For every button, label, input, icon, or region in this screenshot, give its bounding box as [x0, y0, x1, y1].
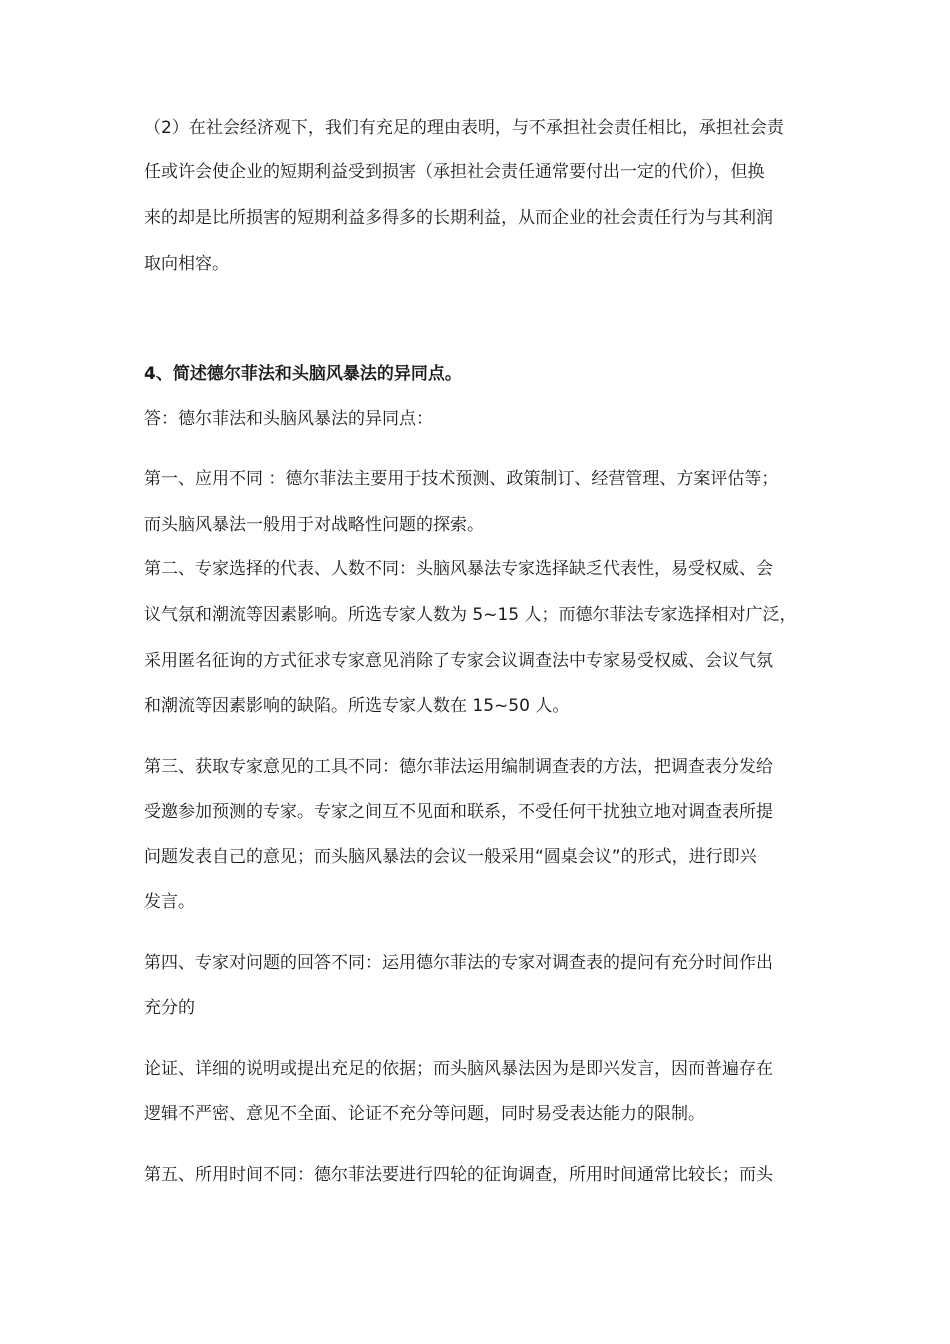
question-4-heading: 4、简述德尔菲法和头脑风暴法的异同点。 — [144, 364, 462, 384]
para-2-line-2: 任或许会使企业的短期利益受到损害（承担社会责任通常要付出一定的代价），但换 — [144, 162, 765, 182]
point-2-line-1: 第二、专家选择的代表、人数不同：头脑风暴法专家选择缺乏代表性，易受权威、会 — [144, 559, 773, 579]
point-4-line-4: 逻辑不严密、意见不全面、论证不充分等问题，同时易受表达能力的限制。 — [144, 1104, 705, 1124]
point-5-line-1: 第五、所用时间不同：德尔菲法要进行四轮的征询调查，所用时间通常比较长；而头 — [144, 1165, 773, 1185]
point-2-line-3: 采用匿名征询的方式征求专家意见消除了专家会议调查法中专家易受权威、会议气氛 — [144, 651, 773, 671]
point-2-line-2: 议气氛和潮流等因素影响。所选专家人数为 5~15 人；而德尔菲法专家选择相对广泛， — [144, 605, 797, 625]
point-3-line-3: 问题发表自己的意见；而头脑风暴法的会议一般采用“圆桌会议”的形式，进行即兴 — [144, 847, 757, 867]
point-1-line-1: 第一、应用不同 ：德尔菲法主要用于技术预测、政策制订、经营管理、方案评估等； — [144, 469, 779, 489]
point-1-line-2: 而头脑风暴法一般用于对战略性问题的探索。 — [144, 515, 484, 535]
para-2-line-4: 取向相容。 — [144, 254, 229, 274]
point-3-line-2: 受邀参加预测的专家。专家之间互不见面和联系，不受任何干扰独立地对调查表所提 — [144, 802, 773, 822]
answer-intro: 答：德尔菲法和头脑风暴法的异同点： — [144, 409, 433, 429]
point-2-line-4: 和潮流等因素影响的缺陷。所选专家人数在 15~50 人。 — [144, 696, 570, 716]
point-3-line-1: 第三、获取专家意见的工具不同：德尔菲法运用编制调查表的方法，把调查表分发给 — [144, 757, 773, 777]
point-4-line-3: 论证、详细的说明或提出充足的依据；而头脑风暴法因为是即兴发言，因而普遍存在 — [144, 1059, 773, 1079]
point-3-line-4: 发言。 — [144, 892, 195, 912]
point-4-line-1: 第四、专家对问题的回答不同：运用德尔菲法的专家对调查表的提问有充分时间作出 — [144, 953, 773, 973]
para-2-line-1: （2）在社会经济观下，我们有充足的理由表明，与不承担社会责任相比，承担社会责 — [144, 118, 784, 138]
point-4-line-2: 充分的 — [144, 998, 195, 1018]
para-2-line-3: 来的却是比所损害的短期利益多得多的长期利益，从而企业的社会责任行为与其利润 — [144, 208, 773, 228]
